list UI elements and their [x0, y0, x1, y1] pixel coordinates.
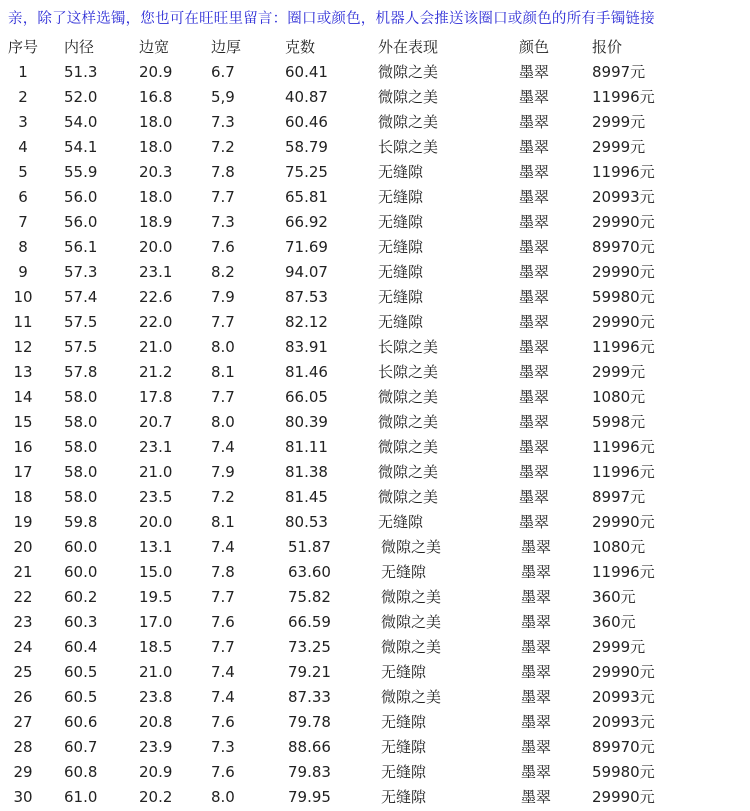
row-price: 29990元	[592, 788, 655, 806]
row-color: 墨翠	[521, 588, 552, 606]
row-thickness: 7.4	[211, 663, 235, 681]
row-price: 20993元	[592, 188, 655, 206]
row-thickness: 8.1	[211, 363, 235, 381]
header-appearance: 外在表现	[378, 38, 439, 56]
row-appearance: 长隙之美	[378, 363, 439, 381]
row-appearance: 微隙之美	[381, 588, 442, 606]
row-appearance: 无缝隙	[381, 563, 427, 581]
row-color: 墨翠	[521, 763, 552, 781]
row-price: 29990元	[592, 213, 655, 231]
row-appearance: 无缝隙	[381, 788, 427, 806]
row-inner-diameter: 58.0	[64, 463, 98, 481]
row-index: 2	[18, 88, 28, 106]
row-width: 20.0	[139, 513, 173, 531]
row-index: 19	[13, 513, 33, 531]
row-price: 5998元	[592, 413, 646, 431]
row-width: 23.5	[139, 488, 173, 506]
notice-text: 亲，除了这样选镯，您也可在旺旺里留言：圈口或颜色，机器人会推送该圈口或颜色的所有手镯链接	[8, 11, 655, 27]
row-color: 墨翠	[521, 563, 552, 581]
row-index: 21	[13, 563, 33, 581]
row-thickness: 7.7	[211, 188, 235, 206]
row-width: 22.0	[139, 313, 173, 331]
row-weight: 79.78	[288, 713, 331, 731]
row-price: 29990元	[592, 663, 655, 681]
row-thickness: 7.4	[211, 688, 235, 706]
row-weight: 75.25	[285, 163, 328, 181]
row-thickness: 7.6	[211, 613, 235, 631]
row-thickness: 7.2	[211, 488, 235, 506]
row-thickness: 7.6	[211, 763, 235, 781]
row-color: 墨翠	[521, 688, 552, 706]
row-inner-diameter: 57.8	[64, 363, 98, 381]
row-index: 12	[13, 338, 33, 356]
row-inner-diameter: 60.4	[64, 638, 98, 656]
row-width: 23.8	[139, 688, 173, 706]
row-weight: 66.59	[288, 613, 331, 631]
row-price: 2999元	[592, 638, 646, 656]
row-index: 22	[13, 588, 33, 606]
row-index: 8	[18, 238, 28, 256]
row-color: 墨翠	[519, 338, 550, 356]
row-appearance: 微隙之美	[378, 113, 439, 131]
row-price: 20993元	[592, 688, 655, 706]
row-width: 18.0	[139, 188, 173, 206]
row-inner-diameter: 54.1	[64, 138, 98, 156]
row-inner-diameter: 58.0	[64, 488, 98, 506]
row-width: 18.0	[139, 138, 173, 156]
row-weight: 81.11	[285, 438, 328, 456]
row-price: 59980元	[592, 288, 655, 306]
row-index: 1	[18, 63, 28, 81]
row-appearance: 微隙之美	[381, 613, 442, 631]
row-appearance: 无缝隙	[381, 738, 427, 756]
row-width: 18.9	[139, 213, 173, 231]
row-thickness: 7.6	[211, 713, 235, 731]
row-width: 21.2	[139, 363, 173, 381]
row-price: 89970元	[592, 238, 655, 256]
row-price: 2999元	[592, 138, 646, 156]
row-inner-diameter: 57.5	[64, 313, 98, 331]
row-inner-diameter: 60.7	[64, 738, 98, 756]
row-index: 18	[13, 488, 33, 506]
row-appearance: 微隙之美	[378, 463, 439, 481]
row-thickness: 7.7	[211, 638, 235, 656]
row-color: 墨翠	[519, 413, 550, 431]
row-thickness: 5,9	[211, 88, 235, 106]
header-color: 颜色	[519, 38, 550, 56]
row-width: 22.6	[139, 288, 173, 306]
row-inner-diameter: 60.8	[64, 763, 98, 781]
row-width: 13.1	[139, 538, 173, 556]
row-appearance: 微隙之美	[378, 438, 439, 456]
row-index: 6	[18, 188, 28, 206]
row-color: 墨翠	[519, 488, 550, 506]
row-inner-diameter: 60.3	[64, 613, 98, 631]
row-weight: 83.91	[285, 338, 328, 356]
row-weight: 60.41	[285, 63, 328, 81]
row-index: 4	[18, 138, 28, 156]
row-appearance: 无缝隙	[378, 163, 424, 181]
row-appearance: 微隙之美	[378, 88, 439, 106]
row-thickness: 7.8	[211, 563, 235, 581]
row-appearance: 微隙之美	[378, 63, 439, 81]
row-price: 11996元	[592, 163, 655, 181]
row-price: 360元	[592, 588, 636, 606]
row-price: 89970元	[592, 738, 655, 756]
row-thickness: 7.9	[211, 288, 235, 306]
row-width: 18.5	[139, 638, 173, 656]
row-width: 23.9	[139, 738, 173, 756]
row-weight: 71.69	[285, 238, 328, 256]
row-inner-diameter: 56.0	[64, 188, 98, 206]
row-thickness: 7.7	[211, 313, 235, 331]
row-weight: 60.46	[285, 113, 328, 131]
row-price: 11996元	[592, 438, 655, 456]
header-price: 报价	[592, 38, 623, 56]
row-appearance: 长隙之美	[378, 338, 439, 356]
row-width: 20.0	[139, 238, 173, 256]
row-width: 20.8	[139, 713, 173, 731]
row-weight: 79.95	[288, 788, 331, 806]
row-inner-diameter: 58.0	[64, 438, 98, 456]
row-weight: 88.66	[288, 738, 331, 756]
row-color: 墨翠	[519, 88, 550, 106]
row-width: 23.1	[139, 263, 173, 281]
row-weight: 81.38	[285, 463, 328, 481]
row-inner-diameter: 57.3	[64, 263, 98, 281]
row-inner-diameter: 56.0	[64, 213, 98, 231]
header-width: 边宽	[139, 38, 170, 56]
row-inner-diameter: 57.4	[64, 288, 98, 306]
row-color: 墨翠	[519, 463, 550, 481]
row-weight: 40.87	[285, 88, 328, 106]
row-thickness: 7.3	[211, 113, 235, 131]
row-price: 1080元	[592, 538, 646, 556]
row-appearance: 微隙之美	[378, 388, 439, 406]
row-index: 27	[13, 713, 33, 731]
row-thickness: 7.7	[211, 588, 235, 606]
row-color: 墨翠	[519, 113, 550, 131]
row-thickness: 7.4	[211, 538, 235, 556]
row-color: 墨翠	[521, 788, 552, 806]
row-width: 17.0	[139, 613, 173, 631]
row-index: 10	[13, 288, 33, 306]
row-appearance: 微隙之美	[381, 538, 442, 556]
row-thickness: 7.4	[211, 438, 235, 456]
row-color: 墨翠	[521, 613, 552, 631]
row-weight: 58.79	[285, 138, 328, 156]
row-inner-diameter: 61.0	[64, 788, 98, 806]
row-weight: 51.87	[288, 538, 331, 556]
row-price: 8997元	[592, 63, 646, 81]
row-weight: 82.12	[285, 313, 328, 331]
row-index: 28	[13, 738, 33, 756]
row-price: 11996元	[592, 338, 655, 356]
row-color: 墨翠	[521, 713, 552, 731]
row-price: 11996元	[592, 463, 655, 481]
row-appearance: 微隙之美	[378, 488, 439, 506]
row-appearance: 无缝隙	[378, 213, 424, 231]
row-color: 墨翠	[519, 288, 550, 306]
row-inner-diameter: 60.2	[64, 588, 98, 606]
row-price: 29990元	[592, 513, 655, 531]
row-weight: 79.21	[288, 663, 331, 681]
row-inner-diameter: 60.5	[64, 688, 98, 706]
row-appearance: 无缝隙	[378, 288, 424, 306]
row-color: 墨翠	[519, 63, 550, 81]
row-thickness: 7.8	[211, 163, 235, 181]
row-index: 11	[13, 313, 33, 331]
row-index: 20	[13, 538, 33, 556]
row-inner-diameter: 60.5	[64, 663, 98, 681]
row-index: 17	[13, 463, 33, 481]
header-weight: 克数	[285, 38, 316, 56]
row-width: 20.3	[139, 163, 173, 181]
row-thickness: 8.0	[211, 788, 235, 806]
row-width: 21.0	[139, 463, 173, 481]
row-index: 25	[13, 663, 33, 681]
row-color: 墨翠	[519, 388, 550, 406]
header-index: 序号	[8, 38, 39, 56]
row-color: 墨翠	[521, 738, 552, 756]
row-appearance: 微隙之美	[381, 638, 442, 656]
row-width: 20.9	[139, 63, 173, 81]
row-index: 26	[13, 688, 33, 706]
row-index: 9	[18, 263, 28, 281]
row-thickness: 8.2	[211, 263, 235, 281]
row-inner-diameter: 54.0	[64, 113, 98, 131]
row-color: 墨翠	[519, 438, 550, 456]
row-thickness: 6.7	[211, 63, 235, 81]
row-inner-diameter: 56.1	[64, 238, 98, 256]
row-color: 墨翠	[519, 238, 550, 256]
row-color: 墨翠	[521, 663, 552, 681]
row-weight: 66.05	[285, 388, 328, 406]
row-price: 8997元	[592, 488, 646, 506]
row-inner-diameter: 60.0	[64, 563, 98, 581]
row-index: 15	[13, 413, 33, 431]
row-color: 墨翠	[521, 538, 552, 556]
row-color: 墨翠	[519, 188, 550, 206]
row-price: 11996元	[592, 563, 655, 581]
row-weight: 80.39	[285, 413, 328, 431]
row-weight: 75.82	[288, 588, 331, 606]
row-width: 20.9	[139, 763, 173, 781]
row-thickness: 7.3	[211, 213, 235, 231]
row-color: 墨翠	[519, 213, 550, 231]
row-thickness: 7.3	[211, 738, 235, 756]
row-weight: 65.81	[285, 188, 328, 206]
row-price: 360元	[592, 613, 636, 631]
row-color: 墨翠	[521, 638, 552, 656]
row-appearance: 微隙之美	[381, 688, 442, 706]
row-inner-diameter: 60.6	[64, 713, 98, 731]
row-price: 20993元	[592, 713, 655, 731]
row-appearance: 无缝隙	[378, 188, 424, 206]
row-price: 29990元	[592, 313, 655, 331]
row-thickness: 8.0	[211, 413, 235, 431]
row-weight: 80.53	[285, 513, 328, 531]
row-weight: 87.53	[285, 288, 328, 306]
row-appearance: 无缝隙	[378, 263, 424, 281]
row-inner-diameter: 57.5	[64, 338, 98, 356]
row-index: 5	[18, 163, 28, 181]
row-price: 2999元	[592, 113, 646, 131]
row-appearance: 无缝隙	[378, 313, 424, 331]
row-index: 24	[13, 638, 33, 656]
row-appearance: 无缝隙	[381, 763, 427, 781]
row-weight: 81.46	[285, 363, 328, 381]
row-weight: 94.07	[285, 263, 328, 281]
row-thickness: 7.9	[211, 463, 235, 481]
row-inner-diameter: 55.9	[64, 163, 98, 181]
row-width: 20.7	[139, 413, 173, 431]
row-index: 7	[18, 213, 28, 231]
row-price: 59980元	[592, 763, 655, 781]
row-appearance: 无缝隙	[381, 713, 427, 731]
row-width: 16.8	[139, 88, 173, 106]
row-width: 18.0	[139, 113, 173, 131]
row-width: 21.0	[139, 663, 173, 681]
row-index: 29	[13, 763, 33, 781]
row-thickness: 8.0	[211, 338, 235, 356]
row-price: 29990元	[592, 263, 655, 281]
row-thickness: 8.1	[211, 513, 235, 531]
row-inner-diameter: 58.0	[64, 388, 98, 406]
row-price: 2999元	[592, 363, 646, 381]
row-index: 30	[13, 788, 33, 806]
row-width: 21.0	[139, 338, 173, 356]
row-weight: 79.83	[288, 763, 331, 781]
row-index: 14	[13, 388, 33, 406]
row-width: 17.8	[139, 388, 173, 406]
row-appearance: 长隙之美	[378, 138, 439, 156]
row-index: 16	[13, 438, 33, 456]
row-color: 墨翠	[519, 513, 550, 531]
header-thickness: 边厚	[211, 38, 242, 56]
row-color: 墨翠	[519, 363, 550, 381]
row-width: 19.5	[139, 588, 173, 606]
row-weight: 81.45	[285, 488, 328, 506]
row-index: 3	[18, 113, 28, 131]
row-inner-diameter: 58.0	[64, 413, 98, 431]
row-weight: 73.25	[288, 638, 331, 656]
row-weight: 63.60	[288, 563, 331, 581]
row-color: 墨翠	[519, 313, 550, 331]
row-appearance: 微隙之美	[378, 413, 439, 431]
row-appearance: 无缝隙	[378, 238, 424, 256]
row-thickness: 7.6	[211, 238, 235, 256]
row-weight: 66.92	[285, 213, 328, 231]
row-thickness: 7.7	[211, 388, 235, 406]
row-inner-diameter: 59.8	[64, 513, 98, 531]
row-price: 1080元	[592, 388, 646, 406]
row-color: 墨翠	[519, 163, 550, 181]
row-index: 23	[13, 613, 33, 631]
row-inner-diameter: 51.3	[64, 63, 98, 81]
row-inner-diameter: 60.0	[64, 538, 98, 556]
row-price: 11996元	[592, 88, 655, 106]
row-width: 23.1	[139, 438, 173, 456]
header-inner-diameter: 内径	[64, 38, 95, 56]
row-appearance: 无缝隙	[381, 663, 427, 681]
row-index: 13	[13, 363, 33, 381]
row-width: 15.0	[139, 563, 173, 581]
row-color: 墨翠	[519, 138, 550, 156]
row-weight: 87.33	[288, 688, 331, 706]
row-color: 墨翠	[519, 263, 550, 281]
row-thickness: 7.2	[211, 138, 235, 156]
row-inner-diameter: 52.0	[64, 88, 98, 106]
row-width: 20.2	[139, 788, 173, 806]
row-appearance: 无缝隙	[378, 513, 424, 531]
